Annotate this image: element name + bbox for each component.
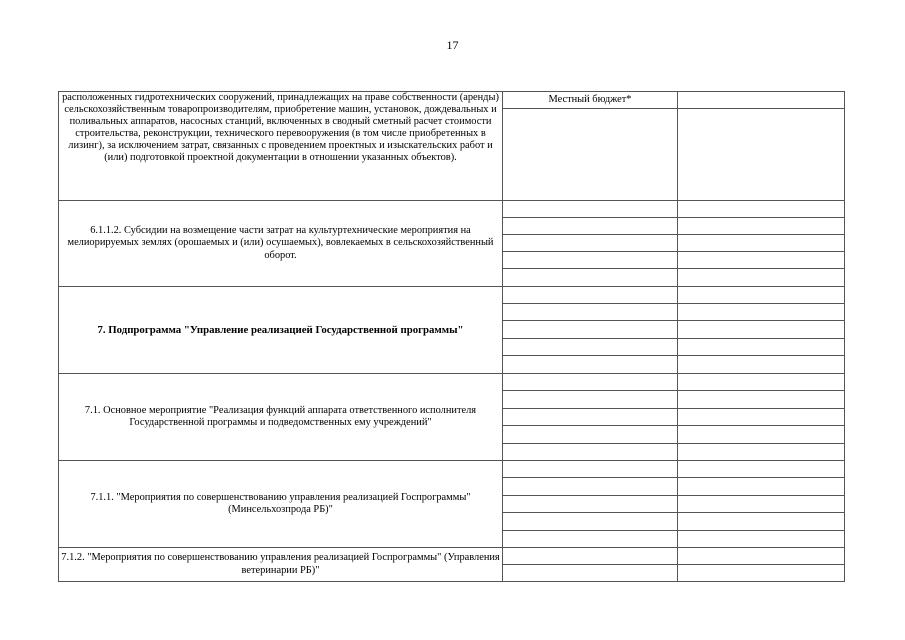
activity-description: 6.1.1.2. Субсидии на возмещение части затрат на культуртехнические мероприятия на мелиорируемых землях (орошаемых и (или) осушаемых), вовлекаемых в сельскохозяйственный оборот. <box>59 201 503 287</box>
funding-source-cell <box>503 218 678 235</box>
table-row <box>59 548 845 565</box>
funding-source-cell <box>503 356 678 374</box>
funding-source-cell <box>503 269 678 287</box>
amount-cell <box>678 548 845 565</box>
funding-source-cell <box>503 201 678 218</box>
funding-source-cell <box>503 513 678 531</box>
subprogram-title: 7. Подпрограмма "Управление реализацией Государственной программы" <box>59 287 503 374</box>
amount-cell <box>678 391 845 409</box>
funding-source-cell: Местный бюджет* <box>503 92 678 109</box>
amount-cell <box>678 374 845 391</box>
amount-cell <box>678 513 845 531</box>
funding-source-cell <box>503 304 678 321</box>
table-row <box>59 461 845 478</box>
funding-source-cell <box>503 565 678 582</box>
funding-source-cell <box>503 478 678 496</box>
funding-source-cell <box>503 426 678 444</box>
amount-cell <box>678 461 845 478</box>
amount-cell <box>678 478 845 496</box>
amount-cell <box>678 496 845 513</box>
page-number: 17 <box>446 38 459 52</box>
funding-source-cell <box>503 374 678 391</box>
table-row <box>59 92 845 109</box>
amount-cell <box>678 218 845 235</box>
funding-source-cell <box>503 321 678 339</box>
funding-source-cell <box>503 109 678 201</box>
activity-description: расположенных гидротехнических сооружений, принадлежащих на праве собственности (аренды) сельскохозяйственным товаропроизводителям, приобретение машин, установок, дождевальных и поливальных аппаратов, насосных станций, включенных в сводный сметный расчет стоимости строительства, реконструкции, технического перевооружения (в том числе приобретенных в лизинг), за исключением затрат, связанных с проведением проектных и изыскательских работ и (или) подготовкой проектной документации в отношении указанных объектов). <box>59 92 503 201</box>
amount-cell <box>678 531 845 548</box>
amount-cell <box>678 201 845 218</box>
funding-source-cell <box>503 252 678 269</box>
amount-cell <box>678 339 845 356</box>
activity-description: 7.1.2. "Мероприятия по совершенствованию управления реализацией Госпрограммы" (Управления ветеринарии РБ)" <box>59 548 503 582</box>
amount-cell <box>678 287 845 304</box>
amount-cell <box>678 109 845 201</box>
activity-description: 7.1. Основное мероприятие "Реализация функций аппарата ответственного исполнителя Государственной программы и подведомственных ему учреждений" <box>59 374 503 461</box>
program-table <box>58 91 845 582</box>
amount-cell <box>678 356 845 374</box>
amount-cell <box>678 235 845 252</box>
amount-cell <box>678 426 845 444</box>
funding-source-cell <box>503 531 678 548</box>
funding-source-cell <box>503 461 678 478</box>
table-row <box>59 374 845 391</box>
funding-source-cell <box>503 235 678 252</box>
funding-source-cell <box>503 287 678 304</box>
amount-cell <box>678 92 845 109</box>
amount-cell <box>678 409 845 426</box>
funding-source-cell <box>503 339 678 356</box>
funding-source-cell <box>503 409 678 426</box>
amount-cell <box>678 565 845 582</box>
activity-description: 7.1.1. "Мероприятия по совершенствованию управления реализацией Госпрограммы" (Минсельхозпрода РБ)" <box>59 461 503 548</box>
table-row <box>59 201 845 218</box>
funding-source-cell <box>503 391 678 409</box>
amount-cell <box>678 269 845 287</box>
funding-source-cell <box>503 444 678 461</box>
funding-source-cell <box>503 548 678 565</box>
amount-cell <box>678 444 845 461</box>
amount-cell <box>678 252 845 269</box>
amount-cell <box>678 304 845 321</box>
amount-cell <box>678 321 845 339</box>
funding-source-cell <box>503 496 678 513</box>
table-row <box>59 287 845 304</box>
